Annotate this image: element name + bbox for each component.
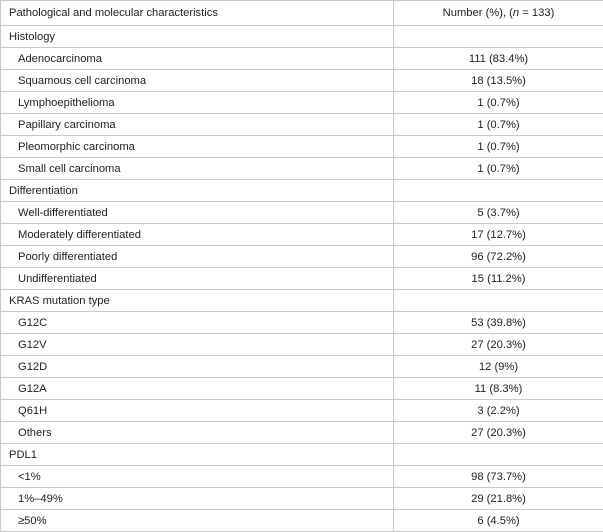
table-row xyxy=(1,466,603,488)
header-characteristics: Pathological and molecular characteristics xyxy=(1,1,394,26)
header-number-prefix: Number (%), ( xyxy=(443,7,513,19)
table-row xyxy=(1,202,603,224)
table-row xyxy=(1,92,603,114)
row-value: 18 (13.5%) xyxy=(394,70,603,92)
row-label: Small cell carcinoma xyxy=(1,158,394,180)
table-row xyxy=(1,246,603,268)
row-label: G12V xyxy=(1,334,394,356)
section-row xyxy=(1,444,603,466)
table-header-row xyxy=(1,1,603,26)
table-row xyxy=(1,114,603,136)
table-row xyxy=(1,356,603,378)
table-row xyxy=(1,312,603,334)
table-row xyxy=(1,400,603,422)
row-value: 96 (72.2%) xyxy=(394,246,603,268)
table-row xyxy=(1,224,603,246)
row-value: 15 (11.2%) xyxy=(394,268,603,290)
row-label: Adenocarcinoma xyxy=(1,48,394,70)
row-value: 1 (0.7%) xyxy=(394,92,603,114)
section-value-empty xyxy=(394,290,603,312)
row-label: Poorly differentiated xyxy=(1,246,394,268)
table-row xyxy=(1,488,603,510)
row-label: Others xyxy=(1,422,394,444)
row-value: 1 (0.7%) xyxy=(394,136,603,158)
row-value: 27 (20.3%) xyxy=(394,334,603,356)
row-label: Papillary carcinoma xyxy=(1,114,394,136)
table-row xyxy=(1,136,603,158)
table-row xyxy=(1,334,603,356)
section-value-empty xyxy=(394,444,603,466)
row-value: 6 (4.5%) xyxy=(394,510,603,532)
row-label: ≥50% xyxy=(1,510,394,532)
section-label: PDL1 xyxy=(1,444,394,466)
row-label: Lymphoepithelioma xyxy=(1,92,394,114)
row-value: 5 (3.7%) xyxy=(394,202,603,224)
row-label: G12D xyxy=(1,356,394,378)
row-value: 12 (9%) xyxy=(394,356,603,378)
row-label: 1%–49% xyxy=(1,488,394,510)
table-row xyxy=(1,378,603,400)
table-row xyxy=(1,268,603,290)
table-row xyxy=(1,510,603,532)
header-number-suffix: = 133) xyxy=(519,7,554,19)
row-label: G12A xyxy=(1,378,394,400)
header-number xyxy=(394,1,603,26)
row-value: 111 (83.4%) xyxy=(394,48,603,70)
section-label: Histology xyxy=(1,26,394,48)
row-value: 29 (21.8%) xyxy=(394,488,603,510)
row-label: G12C xyxy=(1,312,394,334)
row-value: 53 (39.8%) xyxy=(394,312,603,334)
row-label: Undifferentiated xyxy=(1,268,394,290)
row-label: Well-differentiated xyxy=(1,202,394,224)
table-body xyxy=(1,26,603,532)
row-label: Pleomorphic carcinoma xyxy=(1,136,394,158)
section-label: Differentiation xyxy=(1,180,394,202)
row-value: 27 (20.3%) xyxy=(394,422,603,444)
row-value: 98 (73.7%) xyxy=(394,466,603,488)
table-row xyxy=(1,158,603,180)
section-label: KRAS mutation type xyxy=(1,290,394,312)
row-value: 1 (0.7%) xyxy=(394,114,603,136)
table-row xyxy=(1,48,603,70)
section-row xyxy=(1,290,603,312)
section-row xyxy=(1,180,603,202)
row-label: Moderately differentiated xyxy=(1,224,394,246)
row-value: 17 (12.7%) xyxy=(394,224,603,246)
section-value-empty xyxy=(394,180,603,202)
section-value-empty xyxy=(394,26,603,48)
section-row xyxy=(1,26,603,48)
table-row xyxy=(1,70,603,92)
row-value: 11 (8.3%) xyxy=(394,378,603,400)
row-label: Squamous cell carcinoma xyxy=(1,70,394,92)
row-value: 1 (0.7%) xyxy=(394,158,603,180)
header-number-n: n xyxy=(513,7,519,19)
table-row xyxy=(1,422,603,444)
row-value: 3 (2.2%) xyxy=(394,400,603,422)
row-label: Q61H xyxy=(1,400,394,422)
row-label: <1% xyxy=(1,466,394,488)
